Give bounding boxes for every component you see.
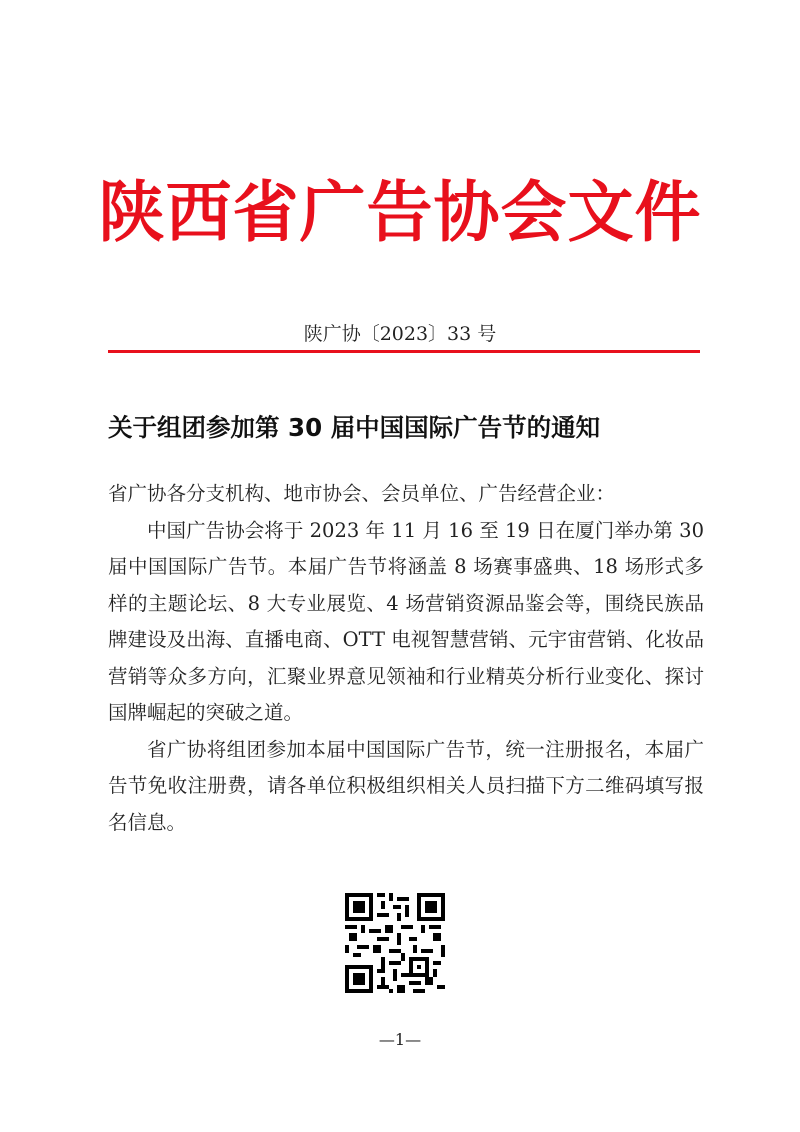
notice-body xyxy=(108,476,704,841)
document-number: 陕广协〔2023〕33 号 xyxy=(303,323,497,345)
paragraph-1: 中国广告协会将于 2023 年 11 月 16 至 19 日在厦门举办第 30 届中国国际广告节。本届广告节将涵盖 8 场赛事盛典、18 场形式多样的主题论坛、8 大专业展览、4 场营销资源品鉴会等，围绕民族品牌建设及出海、直播电商、OTT 电视智慧营销、元宇宙营销、化妆品营销等众多方向，汇聚业界意见领袖和行业精英分析行业变化、探讨国牌崛起的突破之道。 xyxy=(108,518,704,724)
red-divider xyxy=(108,350,700,353)
document-masthead: 陕西省广告协会文件 xyxy=(98,174,702,251)
salutation: 省广协各分支机构、地市协会、会员单位、广告经营企业： xyxy=(108,482,616,505)
page-number: —1— xyxy=(378,1030,422,1049)
notice-title: 关于组团参加第 30 届中国国际广告节的通知 xyxy=(108,413,601,442)
paragraph-2: 省广协将组团参加本届中国国际广告节，统一注册报名，本届广告节免收注册费，请各单位积极组织相关人员扫描下方二维码填写报名信息。 xyxy=(108,737,704,834)
registration-qr-code[interactable] xyxy=(345,893,445,993)
